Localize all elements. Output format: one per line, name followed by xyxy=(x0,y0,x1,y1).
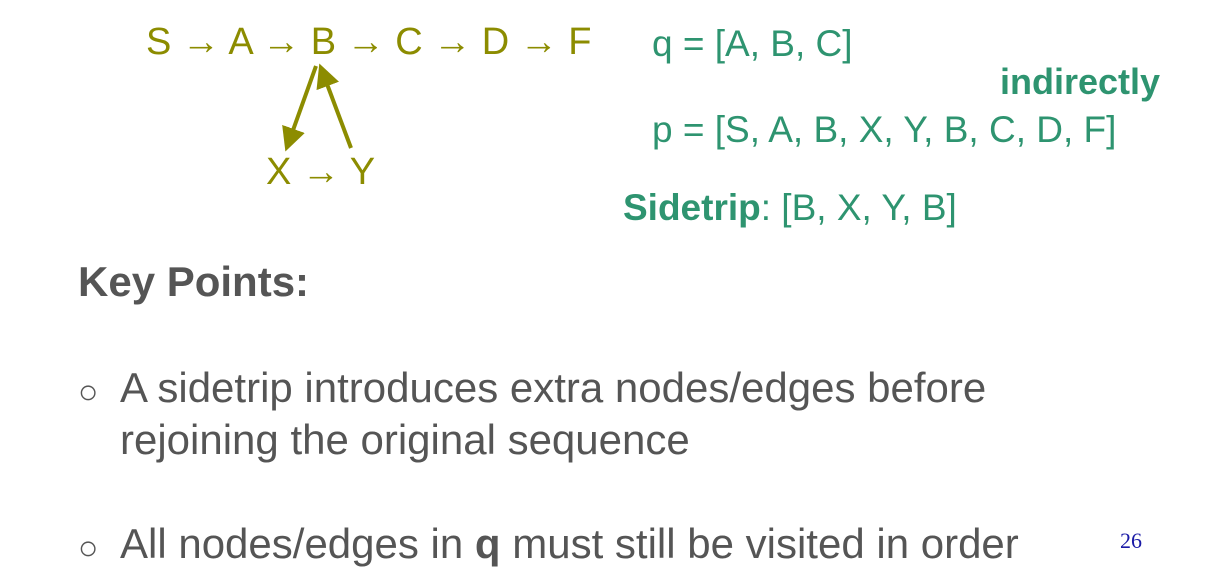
bullet-circle-icon: ○ xyxy=(78,373,99,411)
edge-y-to-b xyxy=(321,68,351,148)
main-path: S → A → B → C → D → F xyxy=(146,21,592,63)
bullet-item-2 xyxy=(78,518,1078,570)
page-number: 26 xyxy=(1120,528,1142,553)
bullet-1-line-1: A sidetrip introduces extra nodes/edges before xyxy=(120,364,987,411)
q-emphasis: q xyxy=(474,520,501,567)
indirectly-label: indirectly xyxy=(1000,61,1161,102)
p-definition: p = [S, A, B, X, Y, B, C, D, F] xyxy=(652,109,1117,150)
sidetrip-value: : [B, X, Y, B] xyxy=(760,187,957,228)
bullet-1-line-2: rejoining the original sequence xyxy=(120,416,690,463)
sidetrip-label: Sidetrip xyxy=(623,187,761,228)
bullet-circle-icon: ○ xyxy=(78,529,99,567)
bullet-2-text: All nodes/edges in q must still be visited in order xyxy=(120,520,1019,567)
edge-b-to-x xyxy=(287,66,316,147)
bullet-item-1 xyxy=(78,362,1078,472)
q-definition: q = [A, B, C] xyxy=(652,23,853,64)
detour-path: X → Y xyxy=(266,151,376,193)
key-points-heading: Key Points: xyxy=(78,258,310,305)
sidetrip-definition xyxy=(623,186,957,230)
